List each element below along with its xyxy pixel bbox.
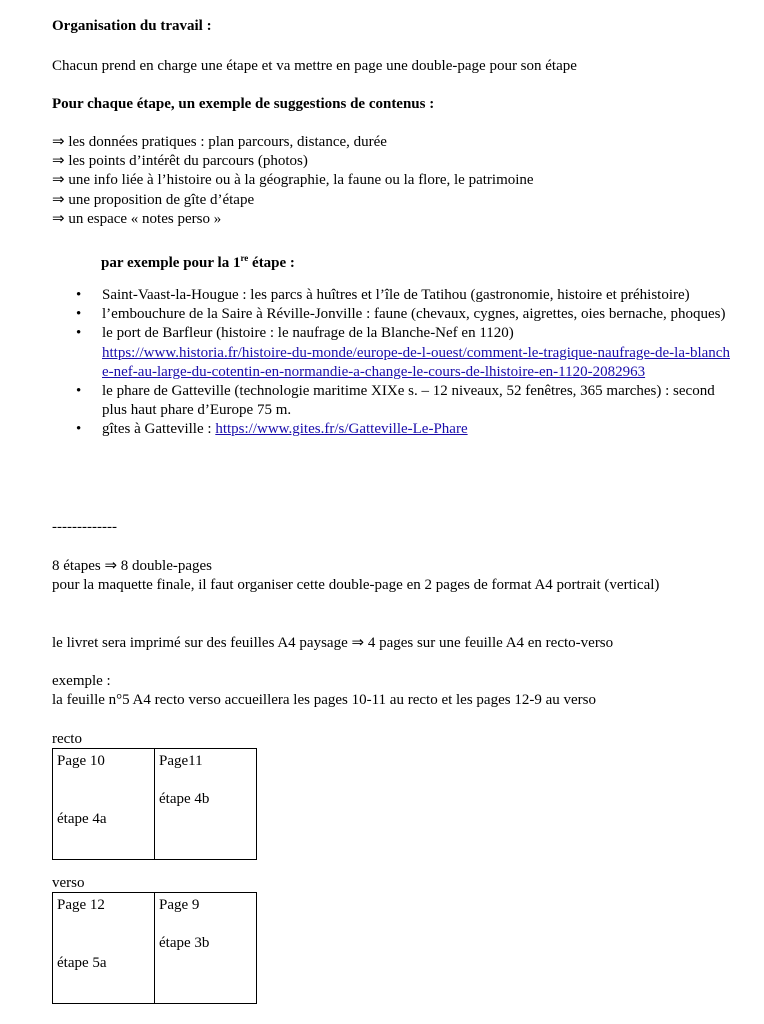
arrow-icon: ⇒	[52, 172, 65, 189]
verso-table	[52, 892, 257, 1004]
list-item: • le phare de Gatteville (technologie maritime XIXe s. – 12 niveaux, 52 fenêtres, 365 marches) : second plus haut phare d’Europe 75 m.	[76, 383, 715, 419]
example-items-list	[52, 286, 732, 440]
list-item: • Saint-Vaast-la-Hougue : les parcs à huîtres et l’île de Tatihou (gastronomie, histoire et préhistoire)	[52, 286, 732, 305]
suggestion-item: ⇒ un espace « notes perso »	[52, 210, 222, 227]
page-label: Page 10	[57, 753, 105, 769]
bullet-icon: •	[76, 306, 82, 323]
arrow-icon: ⇒	[52, 153, 65, 170]
suggestion-item: ⇒ les points d’intérêt du parcours (photos)	[52, 153, 308, 170]
page-label: Page 12	[57, 897, 105, 913]
maquette-text: pour la maquette finale, il faut organiser cette double-page en 2 pages de format A4 portrait (vertical)	[52, 577, 660, 593]
livret-text: le livret sera imprimé sur des feuilles A4 paysage ⇒ 4 pages sur une feuille A4 en recto-verso	[52, 635, 614, 651]
list-item: • le port de Barfleur (histoire : le naufrage de la Blanche-Nef en 1120) https://www.historia.fr/histoire-du-monde/europe-de-l-ouest/comment-le-tragique-naufrage-de-la-blanche-nef-au-large-du-cotentin-en-normandie-a-change-le-cours-de-lhistoire-en-1120-2082963	[76, 325, 730, 380]
suggestion-item: ⇒ les données pratiques : plan parcours, distance, durée	[52, 134, 387, 150]
separator: -------------	[52, 519, 117, 535]
suggestion-item: ⇒ une proposition de gîte d’étape	[52, 191, 255, 208]
recto-table	[52, 748, 257, 860]
arrow-icon: ⇒	[52, 210, 65, 227]
etapes-line: 8 étapes ⇒ 8 double-pages	[52, 558, 213, 574]
example-heading: par exemple pour la 1re étape :	[101, 253, 295, 271]
recto-right-cell	[155, 749, 257, 860]
exemple-label: exemple :	[52, 673, 111, 689]
bullet-icon: •	[76, 421, 82, 438]
bullet-icon: •	[76, 383, 82, 400]
page-label: Page 9	[159, 897, 200, 913]
bullet-icon: •	[76, 287, 82, 303]
suggestions-list	[52, 133, 534, 229]
recto-label: recto	[52, 731, 82, 747]
suggestion-item: ⇒ une info liée à l’histoire ou à la géographie, la faune ou la flore, le patrimoine	[52, 172, 534, 189]
intro-text: Chacun prend en charge une étape et va mettre en page une double-page pour son étape	[52, 58, 577, 74]
list-item: • gîtes à Gatteville : https://www.gites.fr/s/Gatteville-Le-Phare	[52, 420, 732, 439]
etape-label: étape 3b	[159, 935, 210, 951]
organisation-heading: Organisation du travail :	[52, 18, 212, 34]
verso-right-cell	[155, 893, 257, 1004]
arrow-icon: ⇒	[52, 191, 65, 208]
feuille-text: la feuille n°5 A4 recto verso accueillera les pages 10-11 au recto et les pages 12-9 au verso	[52, 692, 596, 708]
page-label: Page11	[159, 753, 203, 769]
etape-label: étape 4a	[57, 811, 107, 827]
etape-label: étape 5a	[57, 955, 107, 971]
verso-label: verso	[52, 875, 85, 891]
bullet-icon: •	[76, 325, 82, 342]
recto-left-cell	[53, 749, 155, 860]
list-item: • l’embouchure de la Saire à Réville-Jonville : faune (chevaux, cygnes, aigrettes, oies bernache, phoques)	[52, 305, 732, 324]
verso-left-cell	[53, 893, 155, 1004]
etape-label: étape 4b	[159, 791, 210, 807]
suggestions-heading: Pour chaque étape, un exemple de suggestions de contenus :	[52, 96, 435, 112]
gites-link[interactable]: https://www.gites.fr/s/Gatteville-Le-Phare	[215, 421, 468, 438]
historia-link[interactable]: https://www.historia.fr/histoire-du-monde/europe-de-l-ouest/comment-le-tragique-naufrage-de-la-blanche-nef-au-large-du-cotentin-en-normandie-a-change-le-cours-de-lhistoire-en-1120-2082963	[102, 344, 730, 380]
arrow-icon: ⇒	[52, 134, 65, 150]
